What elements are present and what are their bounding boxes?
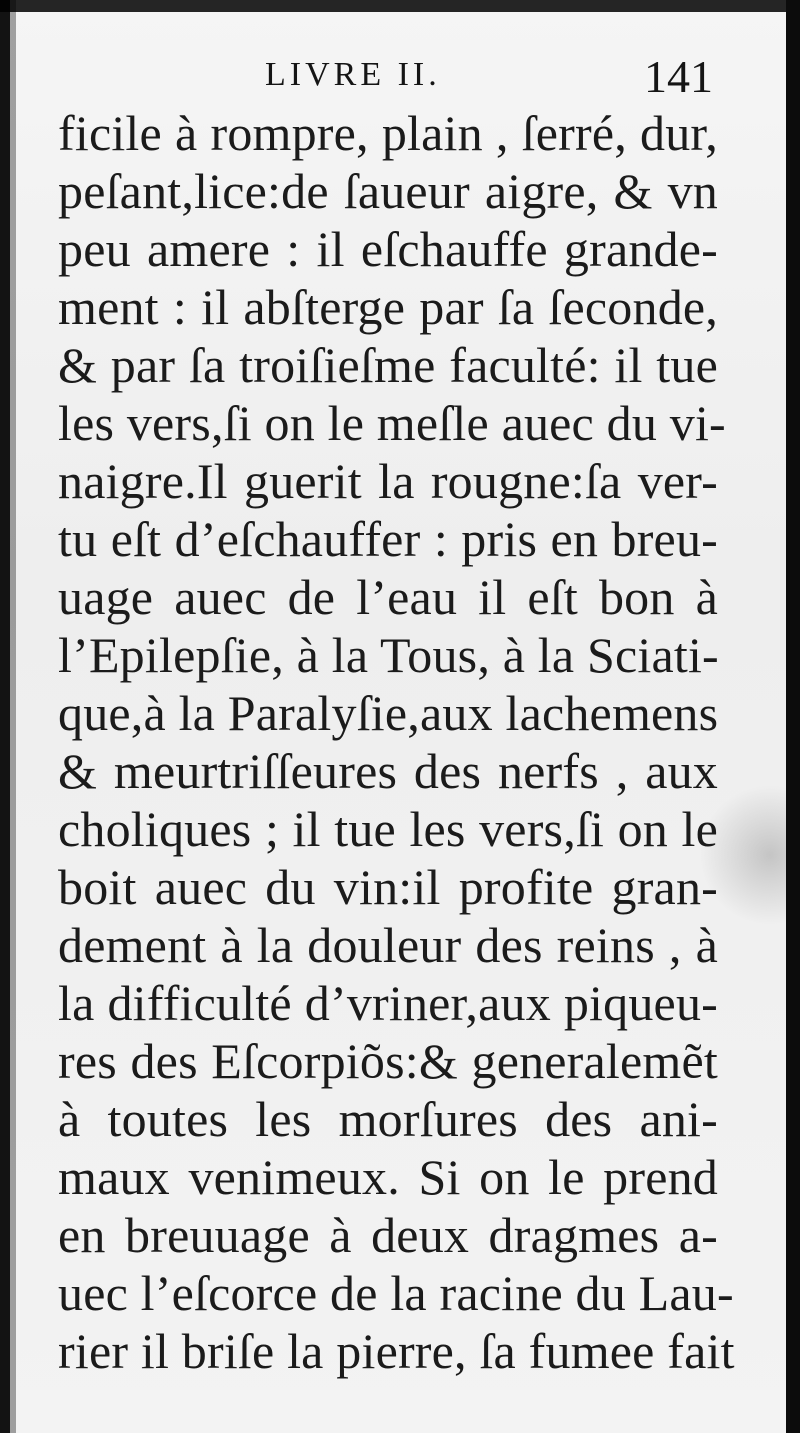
text-line-16: la difficulté d’vriner,aux piqueu-	[58, 975, 718, 1031]
text-line-11: que,à la Paralyſie,aux lachemens	[58, 685, 719, 741]
text-line-22: rier il briſe la pierre, ſa fumee fait	[58, 1323, 735, 1379]
text-line-18: à toutes les morſures des ani-	[58, 1091, 718, 1147]
running-head	[0, 51, 786, 102]
text-line-15: dement à la douleur des reins , à	[58, 917, 718, 973]
text-line-1: ficile à rompre, plain , ſerré, dur,	[58, 105, 718, 161]
text-line-6: les vers,ſi on le meſle auec du vi-	[58, 395, 726, 451]
text-line-7: naigre.Il guerit la rougne:ſa ver-	[58, 453, 718, 509]
text-line-8: tu eſt d’eſchauffer : pris en breu-	[58, 511, 718, 567]
text-line-13: choliques ; il tue les vers,ſi on le	[58, 801, 718, 857]
text-line-2: peſant,lice:de ſaueur aigre, & vn	[58, 163, 718, 219]
text-line-3: peu amere : il eſchauffe grande-	[58, 221, 718, 277]
text-line-9: uage auec de l’eau il eſt bon à	[58, 569, 718, 625]
body-text	[58, 104, 735, 1380]
running-title: LIVRE II.	[265, 56, 441, 93]
text-line-20: en breuuage à deux dragmes a-	[58, 1207, 718, 1263]
text-line-17: res des Eſcorpiõs:& generalemẽt	[58, 1033, 718, 1089]
text-line-5: & par ſa troiſieſme faculté: il tue	[58, 337, 718, 393]
text-line-4: ment : il abſterge par ſa ſeconde,	[58, 279, 718, 335]
text-line-19: maux venimeux. Si on le prend	[58, 1149, 718, 1205]
page-number: 141	[644, 51, 713, 102]
text-line-21: uec l’eſcorce de la racine du Lau-	[58, 1265, 734, 1321]
text-line-10: l’Epilepſie, à la Tous, à la Sciati-	[58, 627, 719, 683]
text-line-12: & meurtriſſeures des nerfs , aux	[58, 743, 718, 799]
text-line-14: boit auec du vin:il profite gran-	[58, 859, 718, 915]
